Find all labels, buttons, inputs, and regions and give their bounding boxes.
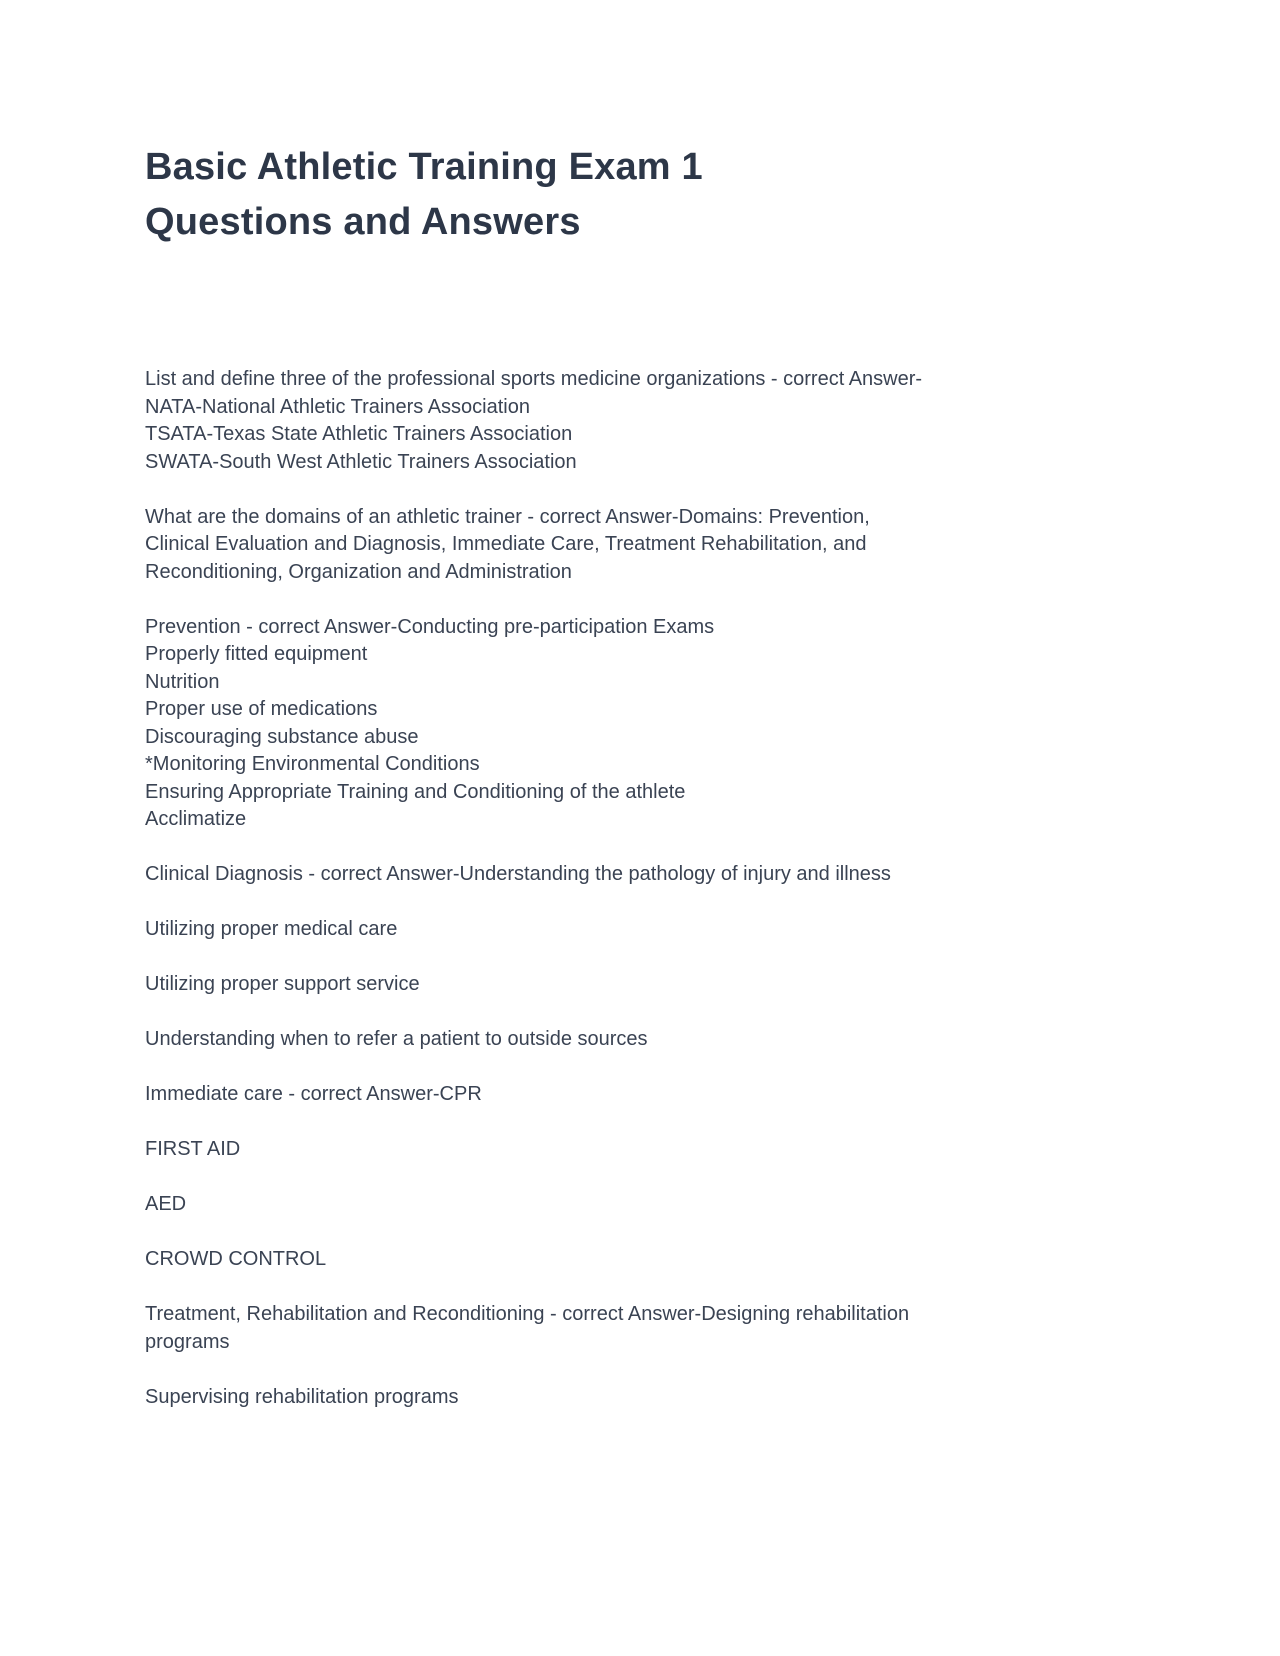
paragraph-crowd-control — [145, 1246, 1135, 1274]
text-line: Discouraging substance abuse — [145, 725, 419, 748]
document-body — [145, 366, 1135, 1411]
paragraph-clinical-diagnosis — [145, 861, 1135, 889]
text-line: Treatment, Rehabilitation and Reconditioning - correct Answer-Designing rehabilitation — [145, 1303, 910, 1325]
paragraph-medical-care — [145, 916, 1135, 944]
text-line: Nutrition — [145, 670, 220, 693]
text-line: Proper use of medications — [145, 698, 378, 720]
text-line: Utilizing proper medical care — [145, 918, 398, 940]
document-title-line-1: Basic Athletic Training Exam 1 — [145, 146, 703, 188]
text-line: Clinical Diagnosis - correct Answer-Understanding the pathology of injury and illness — [145, 863, 891, 885]
document-title-line-2: Questions and Answers — [145, 201, 581, 243]
text-line: Acclimatize — [145, 808, 247, 830]
paragraph-refer-patient — [145, 1026, 1135, 1054]
document-title — [145, 140, 1135, 250]
text-line: Properly fitted equipment — [145, 643, 368, 665]
paragraph-aed — [145, 1191, 1135, 1219]
text-line: TSATA-Texas State Athletic Trainers Association — [145, 423, 573, 445]
text-line: Understanding when to refer a patient to outside sources — [145, 1028, 648, 1050]
paragraph-prevention — [145, 614, 1135, 834]
text-line: Ensuring Appropriate Training and Conditioning of the athlete — [145, 780, 686, 803]
paragraph-support-service — [145, 971, 1135, 999]
paragraph-immediate-care — [145, 1081, 1135, 1109]
text-line: What are the domains of an athletic trainer - correct Answer-Domains: Prevention, — [145, 505, 870, 528]
paragraph-supervising-rehab — [145, 1384, 1135, 1412]
text-line: Supervising rehabilitation programs — [145, 1385, 459, 1408]
text-line: *Monitoring Environmental Conditions — [145, 753, 480, 775]
text-line: Clinical Evaluation and Diagnosis, Immediate Care, Treatment Rehabilitation, and — [145, 533, 867, 555]
text-line: Immediate care - correct Answer-CPR — [145, 1083, 482, 1105]
text-line: NATA-National Athletic Trainers Association — [145, 395, 530, 418]
paragraph-organizations — [145, 366, 1135, 476]
text-line: CROWD CONTROL — [145, 1248, 327, 1270]
text-line: Reconditioning, Organization and Administration — [145, 560, 572, 583]
paragraph-treatment-rehab — [145, 1301, 1135, 1356]
paragraph-first-aid — [145, 1136, 1135, 1164]
text-line: programs — [145, 1330, 230, 1353]
text-line: AED — [145, 1193, 187, 1215]
text-line: List and define three of the professional sports medicine organizations - correct Answer- — [145, 368, 923, 390]
text-line: SWATA-South West Athletic Trainers Association — [145, 450, 577, 473]
paragraph-domains — [145, 504, 1135, 587]
text-line: FIRST AID — [145, 1138, 241, 1160]
text-line: Prevention - correct Answer-Conducting pre-participation Exams — [145, 615, 715, 638]
text-line: Utilizing proper support service — [145, 973, 420, 995]
